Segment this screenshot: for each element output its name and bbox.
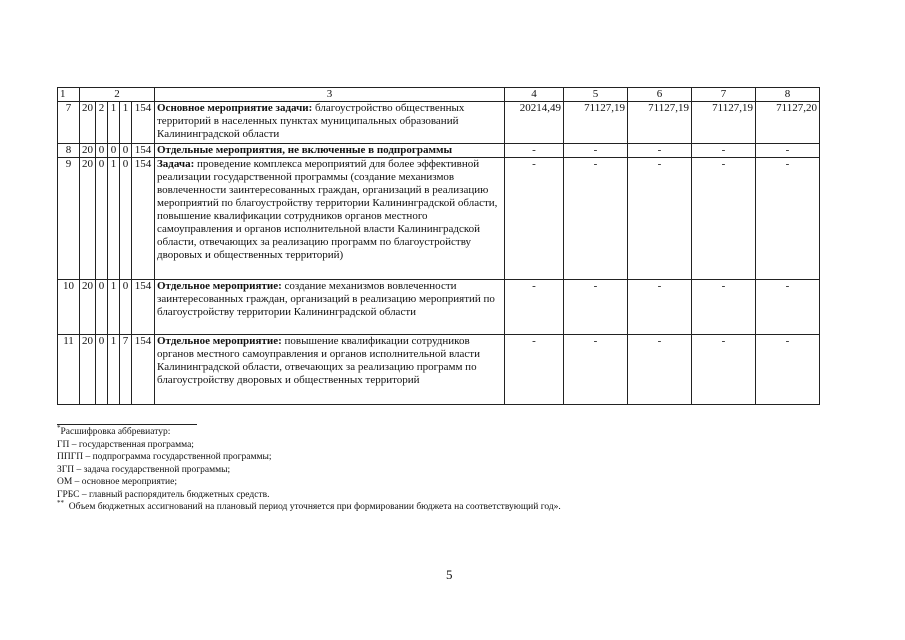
header-col-1: 1	[58, 88, 80, 102]
value-col-7: -	[692, 280, 756, 335]
value-col-8: -	[756, 280, 820, 335]
row-number: 7	[58, 102, 80, 144]
code-grbs: 154	[132, 102, 155, 144]
code-program: 20	[80, 158, 96, 280]
budget-table	[57, 87, 820, 405]
footnote-marker: **	[57, 498, 64, 507]
code-task: 0	[108, 144, 120, 158]
header-col-5: 5	[564, 88, 628, 102]
code-event: 1	[120, 102, 132, 144]
value-col-5: -	[564, 144, 628, 158]
code-task: 1	[108, 102, 120, 144]
table-row	[58, 335, 820, 405]
value-col-6: -	[628, 144, 692, 158]
code-grbs: 154	[132, 144, 155, 158]
code-program: 20	[80, 335, 96, 405]
event-title: Отдельное мероприятие:	[157, 335, 282, 347]
value-col-7: -	[692, 335, 756, 405]
code-event: 0	[120, 158, 132, 280]
footnote-budget-text: Объем бюджетных ассигнований на плановый период уточняется при формировании бюджета на соответствующий год».	[68, 502, 561, 512]
value-col-8: 71127,20	[756, 102, 820, 144]
table-row	[58, 280, 820, 335]
footnote-line: ОМ – основное мероприятие;	[57, 477, 177, 487]
value-col-6: 71127,19	[628, 102, 692, 144]
code-program: 20	[80, 280, 96, 335]
event-title: Отдельные мероприятия, не включенные в подпрограммы	[157, 144, 453, 156]
footnote-line: ЗГП – задача государственной программы;	[57, 464, 231, 475]
value-col-5: -	[564, 158, 628, 280]
value-col-8: -	[756, 158, 820, 280]
event-text: создание механизмов вовлеченности заинтересованных граждан, организаций в реализацию мероприятий по благоустройству территории Калининградской области	[157, 280, 495, 318]
value-col-8: -	[756, 335, 820, 405]
value-col-6: -	[628, 335, 692, 405]
footnote-abbreviations-title	[57, 423, 561, 439]
footnote-line: ГП – государственная программа;	[57, 439, 194, 450]
event-description	[155, 280, 505, 335]
code-grbs: 154	[132, 280, 155, 335]
event-description	[155, 158, 505, 280]
event-title: Основное мероприятие задачи:	[157, 102, 313, 114]
event-description	[155, 335, 505, 405]
value-col-4: -	[505, 144, 564, 158]
code-task: 1	[108, 280, 120, 335]
header-col-8: 8	[756, 88, 820, 102]
footnote-divider	[57, 424, 197, 425]
page-number: 5	[446, 567, 453, 582]
value-col-5: -	[564, 335, 628, 405]
code-subprogram: 0	[96, 335, 108, 405]
code-event: 0	[120, 280, 132, 335]
event-description	[155, 102, 505, 144]
code-program: 20	[80, 102, 96, 144]
value-col-7: -	[692, 158, 756, 280]
value-col-4: -	[505, 335, 564, 405]
header-col-3: 3	[155, 88, 505, 102]
table-row	[58, 144, 820, 158]
code-subprogram: 0	[96, 280, 108, 335]
footnote-line: ППГП – подпрограмма государственной программы;	[57, 452, 272, 462]
header-col-7: 7	[692, 88, 756, 102]
code-subprogram: 0	[96, 158, 108, 280]
header-row	[58, 88, 820, 102]
footnote-line: ГРБС – главный распорядитель бюджетных средств.	[57, 489, 270, 500]
code-subprogram: 0	[96, 144, 108, 158]
row-number: 8	[58, 144, 80, 158]
code-subprogram: 2	[96, 102, 108, 144]
code-program: 20	[80, 144, 96, 158]
event-text: повышение квалификации сотрудников органов местного самоуправления и органов исполнительной власти Калининградской области, отвечающих за реализацию программ по благоустройству дворовых и общественных территорий	[157, 335, 480, 386]
header-col-4: 4	[505, 88, 564, 102]
code-grbs: 154	[132, 158, 155, 280]
header-col-6: 6	[628, 88, 692, 102]
event-title: Отдельное мероприятие:	[157, 280, 282, 292]
value-col-8: -	[756, 144, 820, 158]
row-number: 9	[58, 158, 80, 280]
value-col-6: -	[628, 280, 692, 335]
value-col-4: -	[505, 158, 564, 280]
value-col-5: 71127,19	[564, 102, 628, 144]
header-col-2: 2	[80, 88, 155, 102]
row-number: 10	[58, 280, 80, 335]
code-task: 1	[108, 158, 120, 280]
table-row	[58, 102, 820, 144]
footnote-marker: *	[57, 423, 61, 432]
row-number: 11	[58, 335, 80, 405]
footnote-title-text: Расшифровка аббревиатур:	[60, 427, 171, 437]
footnote-budget-note	[57, 498, 561, 514]
value-col-4: 20214,49	[505, 102, 564, 144]
event-text: проведение комплекса мероприятий для более эффективной реализации государственной программы (создание механизмов вовлеченности заинтересованных граждан, организаций в реализацию мероприятий по благоустройству территории Калининградской области, повышение квалификации сотрудников органов местного самоуправления и органов исполнительной власти Калининградской области, отвечающих за реализацию программ по благоустройству дворовых и общественных территорий)	[157, 158, 498, 261]
code-grbs: 154	[132, 335, 155, 405]
value-col-5: -	[564, 280, 628, 335]
footnotes	[57, 424, 561, 514]
event-title: Задача:	[157, 158, 195, 170]
table-row	[58, 158, 820, 280]
code-event: 0	[120, 144, 132, 158]
value-col-4: -	[505, 280, 564, 335]
code-task: 1	[108, 335, 120, 405]
event-text: благоустройство общественных территорий в населенных пунктах муниципальных образований Калининградской области	[157, 102, 465, 140]
value-col-7: 71127,19	[692, 102, 756, 144]
event-description	[155, 144, 505, 158]
value-col-7: -	[692, 144, 756, 158]
code-event: 7	[120, 335, 132, 405]
value-col-6: -	[628, 158, 692, 280]
